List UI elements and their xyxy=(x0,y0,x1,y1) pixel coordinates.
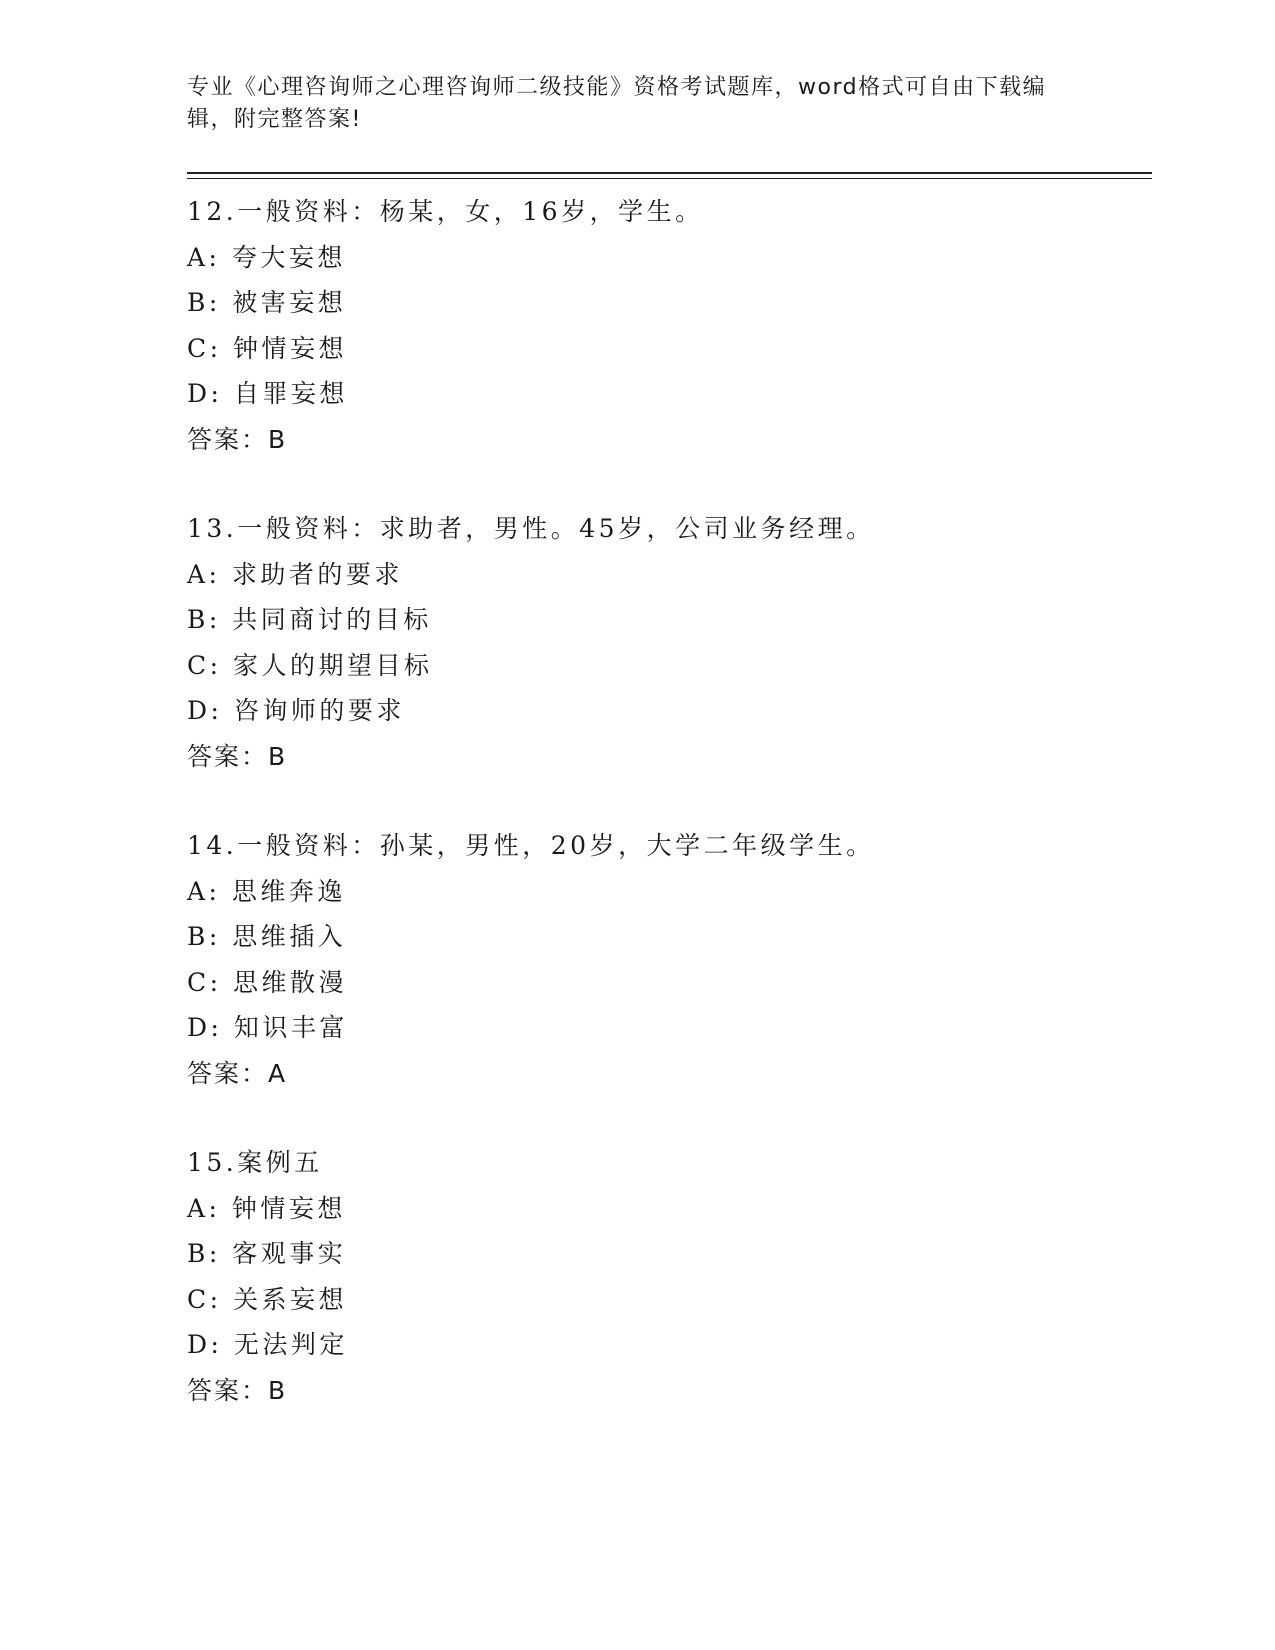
option-a: A: 夸大妄想 xyxy=(187,242,346,272)
answer: 答案：B xyxy=(187,1375,288,1405)
question-stem: 13.一般资料：求助者，男性。45岁，公司业务经理。 xyxy=(187,514,875,543)
option-c: C: 关系妄想 xyxy=(187,1284,347,1314)
option-c: C: 钟情妄想 xyxy=(187,333,347,363)
option-d: D: 自罪妄想 xyxy=(187,379,348,408)
question-gap xyxy=(187,779,1152,823)
question-stem: 15.案例五 xyxy=(187,1148,323,1177)
question-13 xyxy=(187,506,1152,779)
option-d: D: 知识丰富 xyxy=(187,1013,348,1042)
option-d: D: 咨询师的要求 xyxy=(187,696,405,725)
document-header: 专业《心理咨询师之心理咨询师二级技能》资格考试题库，word格式可自由下载编辑，附完整答案! xyxy=(187,75,1047,132)
option-c: C: 思维散漫 xyxy=(187,967,347,997)
answer: 答案：B xyxy=(187,741,288,771)
option-a: A: 思维奔逸 xyxy=(187,876,346,906)
question-gap xyxy=(187,462,1152,506)
option-b: B: 共同商讨的目标 xyxy=(187,605,432,634)
answer: 答案：B xyxy=(187,424,288,454)
option-d: D: 无法判定 xyxy=(187,1330,348,1359)
question-gap xyxy=(187,1096,1152,1140)
header-divider xyxy=(187,172,1152,179)
option-a: A: 求助者的要求 xyxy=(187,559,403,589)
answer: 答案：A xyxy=(187,1058,288,1088)
option-c: C: 家人的期望目标 xyxy=(187,650,433,680)
option-b: B: 被害妄想 xyxy=(187,288,347,317)
question-14 xyxy=(187,823,1152,1096)
question-stem: 12.一般资料：杨某，女，16岁，学生。 xyxy=(187,197,704,226)
question-12 xyxy=(187,189,1152,462)
document-page xyxy=(187,72,1152,1413)
option-a: A: 钟情妄想 xyxy=(187,1193,346,1223)
option-b: B: 思维插入 xyxy=(187,922,347,951)
option-b: B: 客观事实 xyxy=(187,1239,347,1268)
question-stem: 14.一般资料：孙某，男性，20岁，大学二年级学生。 xyxy=(187,831,875,860)
question-15 xyxy=(187,1140,1152,1413)
